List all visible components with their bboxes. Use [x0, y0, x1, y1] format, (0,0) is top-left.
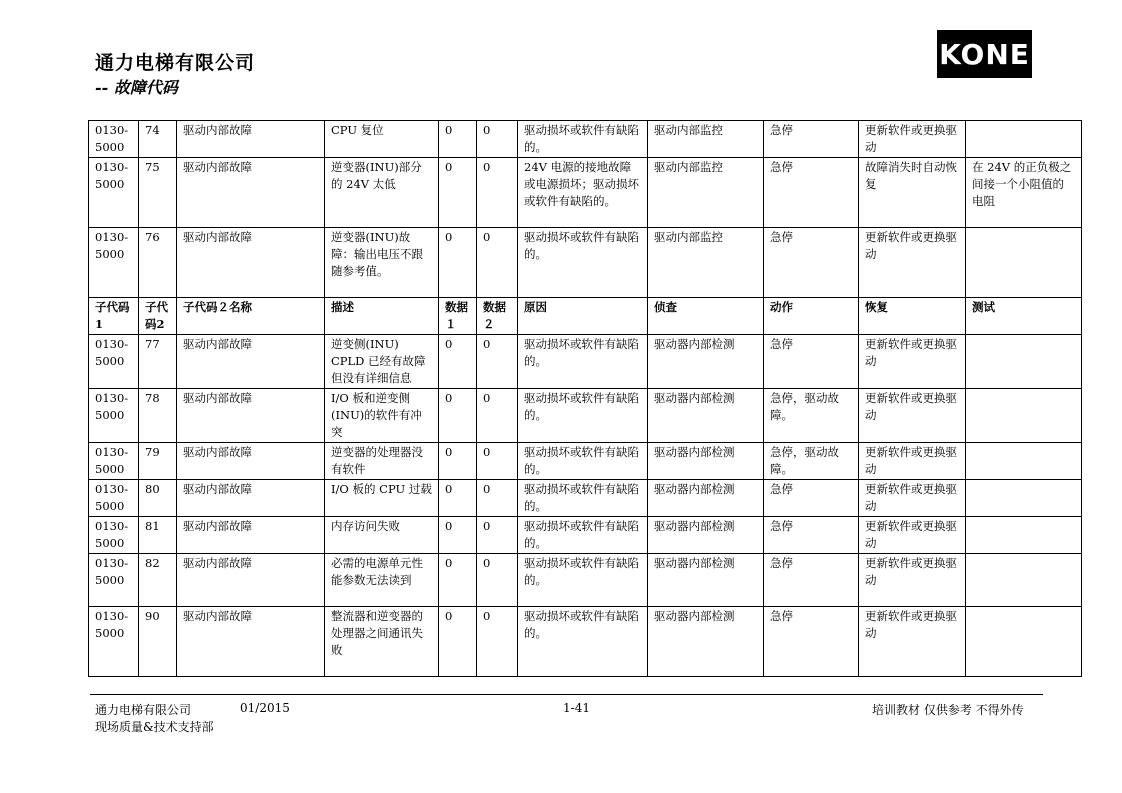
cell-recovery: 故障消失时自动恢复	[859, 158, 966, 228]
cell-subcode1: 0130-5000	[89, 335, 139, 389]
cell-data1: 0	[439, 443, 477, 480]
cell-data2: 0	[477, 517, 518, 554]
cell-subcode1: 0130-5000	[89, 121, 139, 158]
cell-detection: 驱动器内部检测	[648, 389, 764, 443]
cell-cause: 驱动损坏或软件有缺陷的。	[518, 389, 648, 443]
cell-test	[966, 607, 1082, 677]
cell-data2: 0	[477, 607, 518, 677]
cell-recovery: 更新软件或更换驱动	[859, 517, 966, 554]
header-recovery: 恢复	[859, 298, 966, 335]
cell-detection: 驱动器内部检测	[648, 517, 764, 554]
cell-detection: 驱动器内部检测	[648, 443, 764, 480]
table-row	[89, 607, 1082, 677]
cell-description: CPU 复位	[325, 121, 439, 158]
cell-data2: 0	[477, 480, 518, 517]
cell-name: 驱动内部故障	[177, 480, 325, 517]
cell-name: 驱动内部故障	[177, 228, 325, 298]
cell-name: 驱动内部故障	[177, 335, 325, 389]
cell-subcode1: 0130-5000	[89, 228, 139, 298]
cell-action: 急停	[764, 121, 859, 158]
cell-recovery: 更新软件或更换驱动	[859, 443, 966, 480]
cell-recovery: 更新软件或更换驱动	[859, 607, 966, 677]
page-subtitle: -- 故障代码	[95, 78, 178, 97]
cell-subcode1: 0130-5000	[89, 554, 139, 607]
cell-subcode2: 75	[139, 158, 177, 228]
cell-subcode1: 0130-5000	[89, 389, 139, 443]
cell-action: 急停	[764, 158, 859, 228]
cell-cause: 驱动损坏或软件有缺陷的。	[518, 480, 648, 517]
cell-name: 驱动内部故障	[177, 121, 325, 158]
cell-detection: 驱动器内部检测	[648, 554, 764, 607]
cell-cause: 驱动损坏或软件有缺陷的。	[518, 443, 648, 480]
cell-description: 内存访问失败	[325, 517, 439, 554]
header-description: 描述	[325, 298, 439, 335]
cell-subcode2: 81	[139, 517, 177, 554]
cell-recovery: 更新软件或更换驱动	[859, 480, 966, 517]
cell-test: 在 24V 的正负极之间接一个小阻值的电阻	[966, 158, 1082, 228]
cell-action: 急停，驱动故障。	[764, 443, 859, 480]
cell-data2: 0	[477, 121, 518, 158]
cell-subcode2: 78	[139, 389, 177, 443]
cell-cause: 驱动损坏或软件有缺陷的。	[518, 121, 648, 158]
table-row	[89, 389, 1082, 443]
cell-description: 逆变器的处理器没有软件	[325, 443, 439, 480]
cell-detection: 驱动器内部检测	[648, 480, 764, 517]
cell-description: 逆变侧(INU) CPLD 已经有故障但没有详细信息	[325, 335, 439, 389]
table-row	[89, 480, 1082, 517]
table-row	[89, 121, 1082, 158]
cell-data2: 0	[477, 335, 518, 389]
table-row	[89, 443, 1082, 480]
cell-action: 急停	[764, 554, 859, 607]
cell-data2: 0	[477, 554, 518, 607]
header-subcode1: 子代码1	[89, 298, 139, 335]
footer-notice: 培训教材 仅供参考 不得外传	[872, 703, 1024, 717]
footer-company: 通力电梯有限公司	[95, 703, 192, 717]
cell-cause: 24V 电源的接地故障或电源损坏；驱动损坏或软件有缺陷的。	[518, 158, 648, 228]
cell-test	[966, 480, 1082, 517]
table-row	[89, 517, 1082, 554]
cell-subcode1: 0130-5000	[89, 158, 139, 228]
table-row	[89, 228, 1082, 298]
cell-subcode2: 79	[139, 443, 177, 480]
cell-description: I/O 板和逆变侧(INU)的软件有冲突	[325, 389, 439, 443]
cell-data1: 0	[439, 335, 477, 389]
cell-name: 驱动内部故障	[177, 554, 325, 607]
cell-data1: 0	[439, 389, 477, 443]
cell-recovery: 更新软件或更换驱动	[859, 389, 966, 443]
header-cause: 原因	[518, 298, 648, 335]
footer-date: 01/2015	[240, 701, 290, 715]
fault-code-table	[88, 120, 1082, 677]
cell-subcode1: 0130-5000	[89, 517, 139, 554]
footer-divider	[90, 694, 1043, 695]
table-header-row	[89, 298, 1082, 335]
cell-cause: 驱动损坏或软件有缺陷的。	[518, 228, 648, 298]
footer-page-number: 1-41	[563, 701, 590, 715]
cell-test	[966, 517, 1082, 554]
cell-subcode2: 80	[139, 480, 177, 517]
cell-test	[966, 554, 1082, 607]
cell-cause: 驱动损坏或软件有缺陷的。	[518, 335, 648, 389]
cell-recovery: 更新软件或更换驱动	[859, 121, 966, 158]
table-row	[89, 158, 1082, 228]
cell-data1: 0	[439, 480, 477, 517]
header-subcode2: 子代码2	[139, 298, 177, 335]
cell-subcode1: 0130-5000	[89, 607, 139, 677]
header-action: 动作	[764, 298, 859, 335]
cell-data2: 0	[477, 158, 518, 228]
cell-action: 急停，驱动故障。	[764, 389, 859, 443]
cell-data1: 0	[439, 517, 477, 554]
cell-subcode2: 90	[139, 607, 177, 677]
footer-department: 现场质量&技术支持部	[95, 720, 214, 734]
cell-subcode2: 77	[139, 335, 177, 389]
cell-name: 驱动内部故障	[177, 443, 325, 480]
cell-detection: 驱动器内部检测	[648, 335, 764, 389]
cell-subcode2: 82	[139, 554, 177, 607]
table-row	[89, 554, 1082, 607]
cell-action: 急停	[764, 607, 859, 677]
cell-subcode2: 76	[139, 228, 177, 298]
header-detection: 侦查	[648, 298, 764, 335]
cell-description: 逆变器(INU)部分的 24V 太低	[325, 158, 439, 228]
cell-action: 急停	[764, 228, 859, 298]
table-row	[89, 335, 1082, 389]
cell-test	[966, 389, 1082, 443]
header-data2: 数据２	[477, 298, 518, 335]
cell-detection: 驱动内部监控	[648, 228, 764, 298]
cell-test	[966, 335, 1082, 389]
cell-subcode1: 0130-5000	[89, 443, 139, 480]
kone-logo: KONE	[937, 30, 1032, 78]
header-test: 测试	[966, 298, 1082, 335]
cell-name: 驱动内部故障	[177, 517, 325, 554]
cell-recovery: 更新软件或更换驱动	[859, 554, 966, 607]
cell-name: 驱动内部故障	[177, 389, 325, 443]
cell-detection: 驱动内部监控	[648, 158, 764, 228]
header-data1: 数据１	[439, 298, 477, 335]
cell-name: 驱动内部故障	[177, 607, 325, 677]
cell-subcode2: 74	[139, 121, 177, 158]
cell-test	[966, 121, 1082, 158]
cell-description: I/O 板的 CPU 过载	[325, 480, 439, 517]
cell-cause: 驱动损坏或软件有缺陷的。	[518, 517, 648, 554]
cell-test	[966, 443, 1082, 480]
cell-data1: 0	[439, 607, 477, 677]
cell-description: 必需的电源单元性能参数无法读到	[325, 554, 439, 607]
cell-description: 整流器和逆变器的处理器之间通讯失败	[325, 607, 439, 677]
cell-data2: 0	[477, 228, 518, 298]
cell-description: 逆变器(INU)故障：输出电压不跟随参考值。	[325, 228, 439, 298]
cell-detection: 驱动内部监控	[648, 121, 764, 158]
header-name: 子代码２名称	[177, 298, 325, 335]
cell-cause: 驱动损坏或软件有缺陷的。	[518, 554, 648, 607]
cell-data1: 0	[439, 554, 477, 607]
cell-data2: 0	[477, 389, 518, 443]
cell-data1: 0	[439, 158, 477, 228]
cell-detection: 驱动器内部检测	[648, 607, 764, 677]
cell-cause: 驱动损坏或软件有缺陷的。	[518, 607, 648, 677]
cell-action: 急停	[764, 517, 859, 554]
cell-test	[966, 228, 1082, 298]
cell-data1: 0	[439, 121, 477, 158]
cell-recovery: 更新软件或更换驱动	[859, 335, 966, 389]
cell-action: 急停	[764, 335, 859, 389]
cell-action: 急停	[764, 480, 859, 517]
cell-name: 驱动内部故障	[177, 158, 325, 228]
page-title: 通力电梯有限公司	[95, 52, 256, 74]
cell-data1: 0	[439, 228, 477, 298]
cell-data2: 0	[477, 443, 518, 480]
cell-subcode1: 0130-5000	[89, 480, 139, 517]
cell-recovery: 更新软件或更换驱动	[859, 228, 966, 298]
